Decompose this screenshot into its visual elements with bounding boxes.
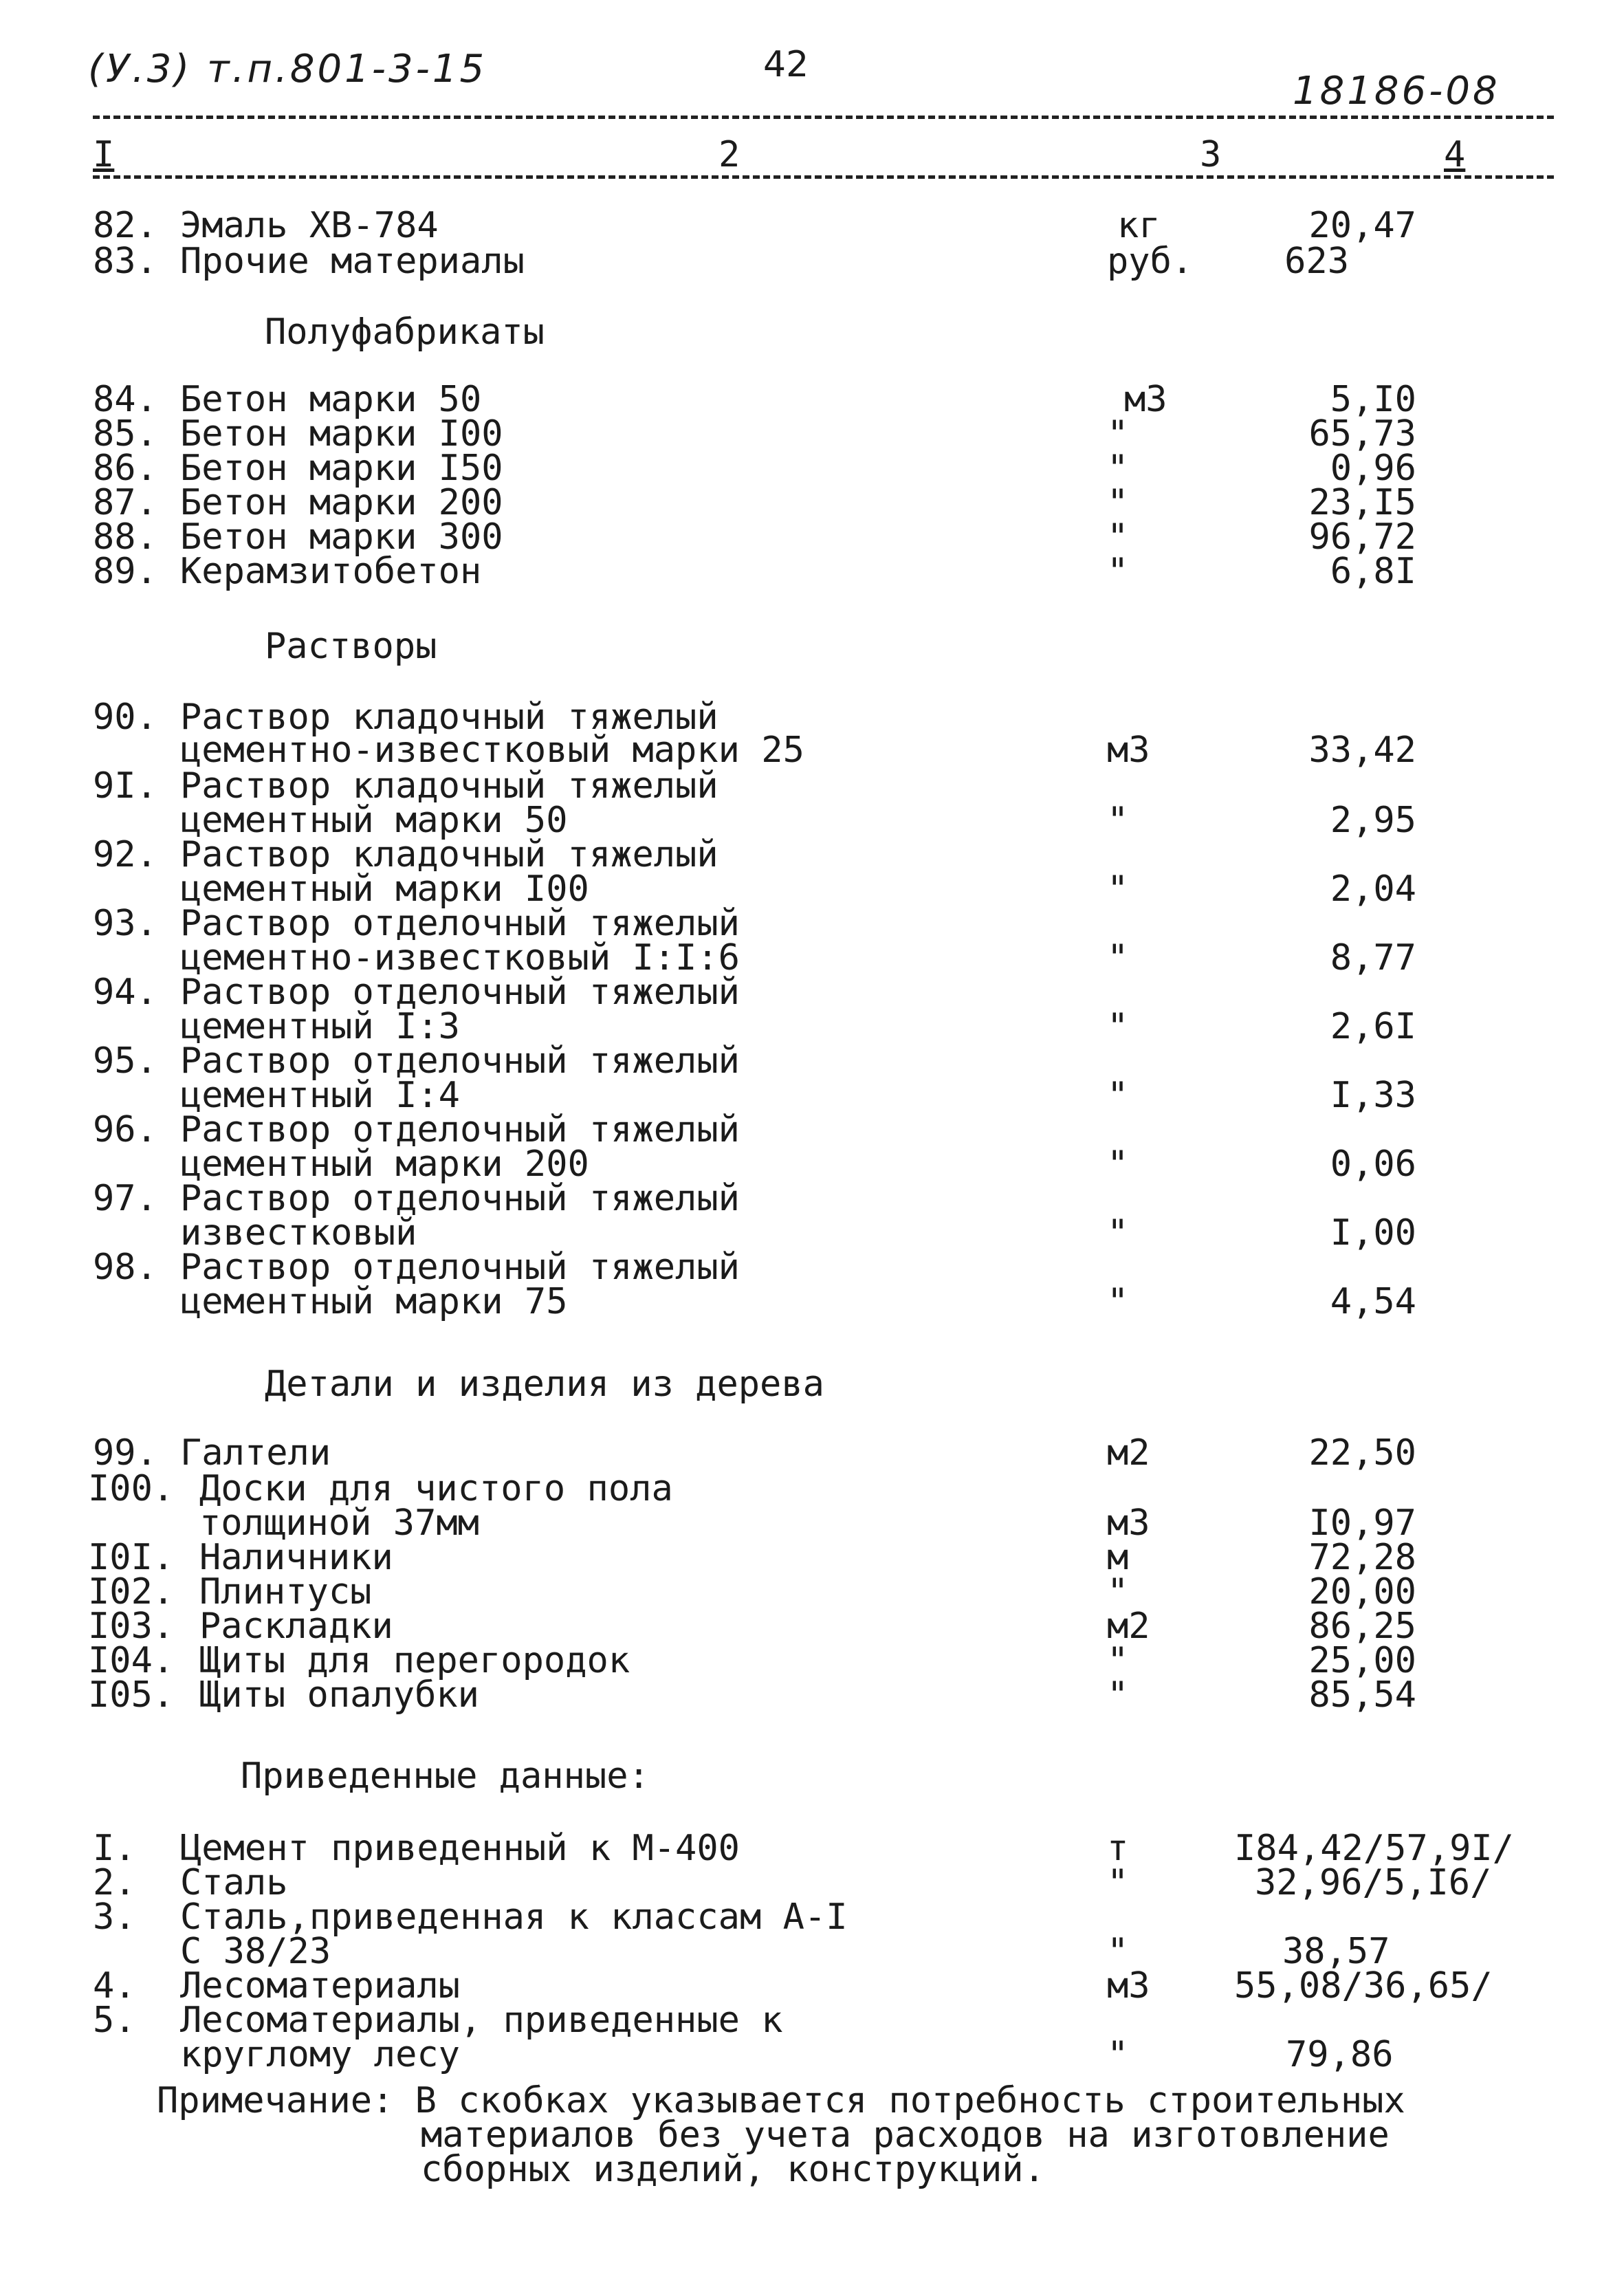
row-value: 23,I5: [1308, 482, 1416, 523]
row-number: I05.: [88, 1674, 175, 1716]
table-row: [0, 1676, 1624, 1714]
row-name-continued: толщиной 37мм: [199, 1502, 479, 1544]
row-unit: м3: [1107, 1965, 1150, 2007]
row-unit: ": [1107, 1674, 1129, 1716]
row-name: Раствор кладочный тяжелый: [180, 765, 718, 807]
row-number: 2.: [93, 1862, 136, 1903]
table-row: [0, 206, 1624, 245]
row-unit: ": [1107, 1144, 1129, 1185]
row-unit: м3: [1107, 730, 1150, 771]
row-number: 99.: [93, 1432, 157, 1474]
row-name-continued: цементный марки 50: [180, 800, 568, 841]
table-row: [0, 1434, 1624, 1472]
row-number: I0I.: [88, 1537, 175, 1578]
row-number: 94.: [93, 972, 157, 1013]
row-value: 22,50: [1308, 1432, 1416, 1474]
row-value: 2,04: [1330, 868, 1416, 910]
section-heading-reduced-data: Приведенные данные:: [241, 1756, 650, 1797]
row-value: 32,96/5,I6/: [1255, 1862, 1492, 1903]
row-value: 4,54: [1330, 1281, 1416, 1322]
row-unit: руб.: [1107, 241, 1194, 282]
row-unit: ": [1107, 2034, 1129, 2075]
row-number: I03.: [88, 1606, 175, 1647]
row-unit: м3: [1107, 1502, 1150, 1544]
row-unit: м2: [1107, 1432, 1150, 1474]
row-name: Бетон марки 50: [180, 379, 482, 420]
row-name: Раствор отделочный тяжелый: [180, 972, 740, 1013]
row-name-continued: цементно-известковый марки 25: [180, 730, 804, 771]
document-code: (У.3) т.п.801-3-15: [88, 47, 487, 91]
row-value: I84,42/57,9I/: [1234, 1828, 1514, 1869]
row-name-continued: цементно-известковый I:I:6: [180, 937, 740, 979]
row-name: Раствор отделочный тяжелый: [180, 1109, 740, 1150]
column-header-2: 2: [718, 134, 740, 175]
row-name: Раствор отделочный тяжелый: [180, 1178, 740, 1219]
row-value: 0,96: [1330, 448, 1416, 489]
note-line-1: Примечание: В скобках указывается потребность строительных: [157, 2080, 1405, 2121]
row-unit: ": [1107, 1571, 1129, 1612]
row-value: 2,6I: [1330, 1006, 1416, 1047]
row-number: 87.: [93, 482, 157, 523]
table-row-continuation: [0, 731, 1624, 769]
row-name: Керамзитобетон: [180, 551, 482, 592]
row-value: 65,73: [1308, 413, 1416, 455]
row-unit: м: [1107, 1537, 1129, 1578]
row-number: 95.: [93, 1040, 157, 1082]
row-name: Раскладки: [199, 1606, 393, 1647]
row-value: 72,28: [1308, 1537, 1416, 1578]
row-name-continued: известковый: [180, 1212, 417, 1254]
row-name: Раствор кладочный тяжелый: [180, 697, 718, 738]
row-value: 0,06: [1330, 1144, 1416, 1185]
row-name: Раствор отделочный тяжелый: [180, 1247, 740, 1288]
row-unit: ": [1107, 1862, 1129, 1903]
row-value: 79,86: [1286, 2034, 1394, 2075]
row-name: Щиты для перегородок: [199, 1640, 630, 1681]
row-value: I0,97: [1308, 1502, 1416, 1544]
row-name: Доски для чистого пола: [199, 1468, 673, 1509]
row-name: Плинтусы: [199, 1571, 372, 1612]
row-number: 96.: [93, 1109, 157, 1150]
row-number: 4.: [93, 1965, 136, 2007]
row-name: Щиты опалубки: [199, 1674, 479, 1716]
row-name: Бетон марки I00: [180, 413, 503, 455]
section-heading-semifinished: Полуфабрикаты: [265, 311, 545, 353]
row-unit: ": [1107, 800, 1129, 841]
row-number: I04.: [88, 1640, 175, 1681]
row-number: 85.: [93, 413, 157, 455]
row-value: I,33: [1330, 1075, 1416, 1116]
row-value: 55,08/36,65/: [1234, 1965, 1493, 2007]
row-number: 90.: [93, 697, 157, 738]
row-unit: ": [1107, 482, 1129, 523]
note-line-3: сборных изделий, конструкций.: [421, 2149, 1045, 2190]
row-number: 89.: [93, 551, 157, 592]
row-name-continued: цементный I:3: [180, 1006, 460, 1047]
row-number: 86.: [93, 448, 157, 489]
row-value: 6,8I: [1330, 551, 1416, 592]
row-name-continued: круглому лесу: [180, 2034, 460, 2075]
row-name: Лесоматериалы, приведенные к: [180, 2000, 783, 2041]
table-row: [0, 552, 1624, 591]
row-number: 98.: [93, 1247, 157, 1288]
header-rule-top: [93, 116, 1554, 119]
row-number: 82.: [93, 205, 157, 246]
row-value: 20,00: [1308, 1571, 1416, 1612]
row-unit: ": [1107, 1075, 1129, 1116]
header-rule-bottom: [93, 175, 1554, 179]
row-name: Цемент приведенный к М-400: [180, 1828, 740, 1869]
row-value: 623: [1284, 241, 1349, 282]
row-value: 20,47: [1308, 205, 1416, 246]
row-name: Сталь,приведенная к классам А-I: [180, 1896, 848, 1938]
row-unit: ": [1107, 1640, 1129, 1681]
section-heading-mortars: Растворы: [265, 626, 437, 667]
row-unit: ": [1107, 1212, 1129, 1254]
row-unit: ": [1107, 1006, 1129, 1047]
row-unit: ": [1107, 551, 1129, 592]
row-unit: ": [1107, 1931, 1129, 1972]
row-value: 85,54: [1308, 1674, 1416, 1716]
row-value: 25,00: [1308, 1640, 1416, 1681]
row-unit: м3: [1124, 379, 1167, 420]
row-name: Наличники: [199, 1537, 393, 1578]
table-row-continuation: [0, 2035, 1624, 2074]
row-name: Прочие материалы: [180, 241, 525, 282]
row-unit: ": [1107, 516, 1129, 558]
column-header-4: 4: [1444, 134, 1466, 175]
row-name: Бетон марки I50: [180, 448, 503, 489]
row-number: 84.: [93, 379, 157, 420]
row-name-continued: цементный марки 75: [180, 1281, 568, 1322]
row-unit: ": [1107, 1281, 1129, 1322]
row-name-continued: С 38/23: [180, 1931, 331, 1972]
column-header-1: I: [93, 134, 115, 175]
row-value: 5,I0: [1330, 379, 1416, 420]
row-number: 83.: [93, 241, 157, 282]
row-number: 5.: [93, 2000, 136, 2041]
row-name: Лесоматериалы: [180, 1965, 460, 2007]
row-unit: т: [1107, 1828, 1129, 1869]
note-line-2: материалов без учета расходов на изготовление: [421, 2114, 1390, 2156]
table-row: [0, 242, 1624, 281]
row-name: Раствор кладочный тяжелый: [180, 834, 718, 875]
row-name: Бетон марки 200: [180, 482, 503, 523]
column-header-3: 3: [1200, 134, 1222, 175]
row-name: Эмаль ХВ-784: [180, 205, 439, 246]
row-number: 88.: [93, 516, 157, 558]
row-number: I00.: [88, 1468, 175, 1509]
row-name: Сталь: [180, 1862, 288, 1903]
row-unit: ": [1107, 448, 1129, 489]
row-name: Бетон марки 300: [180, 516, 503, 558]
row-value: 8,77: [1330, 937, 1416, 979]
row-value: I,00: [1330, 1212, 1416, 1254]
row-value: 38,57: [1282, 1931, 1390, 1972]
row-number: 9I.: [93, 765, 157, 807]
row-number: 92.: [93, 834, 157, 875]
row-name-continued: цементный I:4: [180, 1075, 460, 1116]
row-value: 86,25: [1308, 1606, 1416, 1647]
row-number: I.: [93, 1828, 136, 1869]
row-unit: кг: [1117, 205, 1161, 246]
row-value: 96,72: [1308, 516, 1416, 558]
row-unit: ": [1107, 868, 1129, 910]
row-unit: ": [1107, 413, 1129, 455]
row-value: 2,95: [1330, 800, 1416, 841]
row-number: 93.: [93, 903, 157, 944]
document-number: 18186-08: [1293, 69, 1500, 113]
row-number: I02.: [88, 1571, 175, 1612]
row-value: 33,42: [1308, 730, 1416, 771]
row-number: 3.: [93, 1896, 136, 1938]
row-unit: ": [1107, 937, 1129, 979]
row-name: Галтели: [180, 1432, 331, 1474]
row-name-continued: цементный марки 200: [180, 1144, 589, 1185]
row-unit: м2: [1107, 1606, 1150, 1647]
row-number: 97.: [93, 1178, 157, 1219]
row-name: Раствор отделочный тяжелый: [180, 1040, 740, 1082]
row-name: Раствор отделочный тяжелый: [180, 903, 740, 944]
table-row-continuation: [0, 1282, 1624, 1321]
section-heading-wood-parts: Детали и изделия из дерева: [265, 1364, 824, 1405]
page-number: 42: [763, 44, 809, 85]
row-name-continued: цементный марки I00: [180, 868, 589, 910]
